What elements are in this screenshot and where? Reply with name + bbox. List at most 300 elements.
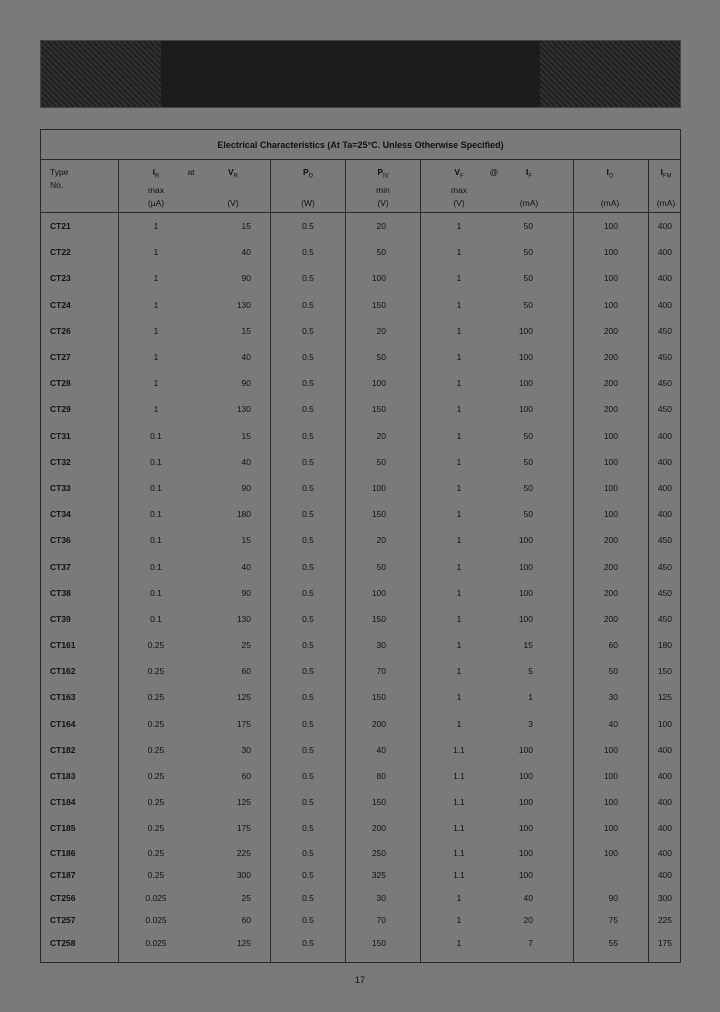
cell-piv: 20	[376, 535, 386, 546]
table-row	[41, 842, 680, 865]
cell-vr: 15	[241, 325, 251, 336]
cell-if: 50	[523, 247, 533, 258]
cell-io: 50	[608, 666, 618, 677]
cell-ir: 0.25	[147, 771, 165, 782]
cell-ifm: 400	[657, 823, 672, 834]
cell-vr: 15	[241, 535, 251, 546]
cell-vf: 1	[456, 561, 462, 572]
cell-ifm: 450	[657, 561, 672, 572]
header-ir: $I_R$ max (µA)	[147, 167, 165, 208]
cell-ir: 0.25	[147, 870, 165, 881]
cell-if: 100	[518, 561, 533, 572]
header-banner	[40, 40, 681, 108]
cell-io: 100	[603, 482, 618, 493]
cell-vr: 25	[241, 640, 251, 651]
cell-if: 100	[518, 870, 533, 881]
table-row	[41, 737, 680, 763]
cell-pd: 0.5	[302, 561, 314, 572]
table-row	[41, 265, 680, 291]
cell-type: CT184	[50, 797, 76, 808]
cell-vf: 1	[456, 404, 462, 415]
cell-vr: 90	[241, 378, 251, 389]
cell-pd: 0.5	[302, 692, 314, 703]
cell-vf: 1	[456, 299, 462, 310]
cell-ir: 0.25	[147, 692, 165, 703]
cell-ir: 0.25	[147, 797, 165, 808]
cell-piv: 30	[376, 640, 386, 651]
cell-vf: 1	[456, 587, 462, 598]
cell-vr: 30	[241, 744, 251, 755]
cell-piv: 20	[376, 430, 386, 441]
cell-io: 100	[603, 456, 618, 467]
cell-if: 100	[518, 378, 533, 389]
cell-vr: 125	[236, 937, 251, 948]
cell-piv: 70	[376, 666, 386, 677]
cell-if: 1	[528, 692, 533, 703]
cell-ifm: 450	[657, 404, 672, 415]
cell-ir: 0.1	[150, 561, 162, 572]
cell-piv: 325	[371, 870, 386, 881]
cell-pd: 0.5	[302, 273, 314, 284]
cell-io: 100	[603, 823, 618, 834]
cell-vf: 1	[456, 937, 462, 948]
cell-type: CT32	[50, 456, 71, 467]
cell-io: 60	[608, 640, 618, 651]
cell-ir: 0.1	[150, 535, 162, 546]
cell-ir: 0.25	[147, 744, 165, 755]
cell-if: 100	[518, 797, 533, 808]
header-if: $I_F$ (mA)	[519, 167, 539, 208]
table-row	[41, 449, 680, 475]
cell-pd: 0.5	[302, 535, 314, 546]
cell-vr: 60	[241, 915, 251, 926]
cell-if: 50	[523, 430, 533, 441]
cell-vr: 90	[241, 273, 251, 284]
cell-ifm: 180	[657, 640, 672, 651]
cell-pd: 0.5	[302, 870, 314, 881]
cell-piv: 200	[371, 718, 386, 729]
table-row	[41, 370, 680, 396]
cell-type: CT29	[50, 404, 71, 415]
cell-type: CT21	[50, 221, 71, 232]
table-row	[41, 711, 680, 737]
cell-type: CT26	[50, 325, 71, 336]
cell-io: 200	[603, 404, 618, 415]
cell-vf: 1	[456, 915, 462, 926]
cell-type: CT28	[50, 378, 71, 389]
cell-vr: 15	[241, 430, 251, 441]
cell-ir: 0.1	[150, 456, 162, 467]
cell-io: 75	[608, 915, 618, 926]
header-pd: $P_D$ (W)	[301, 167, 315, 208]
cell-vr: 225	[236, 847, 251, 858]
table-row	[41, 239, 680, 265]
cell-piv: 50	[376, 561, 386, 572]
cell-ifm: 400	[657, 509, 672, 520]
cell-type: CT258	[50, 937, 76, 948]
table-title: Electrical Characteristics (At Ta=25°C. Unless Otherwise Specified)	[41, 130, 680, 160]
table-row	[41, 501, 680, 527]
cell-pd: 0.5	[302, 797, 314, 808]
cell-io: 100	[603, 744, 618, 755]
cell-piv: 30	[376, 892, 386, 903]
cell-pd: 0.5	[302, 325, 314, 336]
cell-pd: 0.5	[302, 456, 314, 467]
header-ifm: $I_{FM}$ (mA)	[656, 167, 676, 208]
cell-io: 40	[608, 718, 618, 729]
cell-type: CT182	[50, 744, 76, 755]
cell-type: CT185	[50, 823, 76, 834]
cell-pd: 0.5	[302, 771, 314, 782]
cell-piv: 20	[376, 325, 386, 336]
cell-if: 50	[523, 221, 533, 232]
cell-ir: 0.25	[147, 847, 165, 858]
table-row	[41, 658, 680, 684]
cell-pd: 0.5	[302, 613, 314, 624]
cell-piv: 150	[371, 692, 386, 703]
cell-pd: 0.5	[302, 587, 314, 598]
cell-vf: 1	[456, 273, 462, 284]
table-row	[41, 815, 680, 841]
cell-pd: 0.5	[302, 221, 314, 232]
cell-pd: 0.5	[302, 823, 314, 834]
cell-io: 100	[603, 509, 618, 520]
cell-piv: 50	[376, 247, 386, 258]
cell-vf: 1	[456, 613, 462, 624]
cell-pd: 0.5	[302, 299, 314, 310]
table-row	[41, 932, 680, 955]
cell-piv: 100	[371, 587, 386, 598]
cell-ifm: 400	[657, 847, 672, 858]
table-row	[41, 864, 680, 887]
cell-type: CT27	[50, 352, 71, 363]
table-row	[41, 789, 680, 815]
cell-type: CT256	[50, 892, 76, 903]
cell-pd: 0.5	[302, 430, 314, 441]
banner-texture-left	[41, 41, 161, 107]
cell-piv: 70	[376, 915, 386, 926]
cell-ir: 0.1	[150, 509, 162, 520]
cell-vf: 1	[456, 666, 462, 677]
cell-type: CT31	[50, 430, 71, 441]
cell-ifm: 450	[657, 613, 672, 624]
table-row	[41, 632, 680, 658]
cell-io: 30	[608, 692, 618, 703]
cell-io: 90	[608, 892, 618, 903]
cell-type: CT24	[50, 299, 71, 310]
cell-ifm: 450	[657, 587, 672, 598]
cell-pd: 0.5	[302, 378, 314, 389]
cell-vf: 1	[456, 640, 462, 651]
cell-piv: 150	[371, 299, 386, 310]
cell-vf: 1	[456, 221, 462, 232]
cell-io: 100	[603, 847, 618, 858]
cell-pd: 0.5	[302, 404, 314, 415]
cell-io: 200	[603, 378, 618, 389]
cell-io: 55	[608, 937, 618, 948]
cell-vr: 130	[236, 404, 251, 415]
cell-if: 50	[523, 509, 533, 520]
cell-ifm: 400	[657, 797, 672, 808]
cell-vr: 300	[236, 870, 251, 881]
cell-ifm: 225	[657, 915, 672, 926]
cell-pd: 0.5	[302, 352, 314, 363]
cell-ifm: 450	[657, 378, 672, 389]
cell-ir: 0.025	[145, 915, 167, 926]
cell-if: 7	[528, 937, 533, 948]
table-row	[41, 475, 680, 501]
cell-type: CT38	[50, 587, 71, 598]
cell-vr: 90	[241, 587, 251, 598]
cell-piv: 200	[371, 823, 386, 834]
cell-vf: 1	[456, 482, 462, 493]
cell-if: 3	[528, 718, 533, 729]
cell-pd: 0.5	[302, 892, 314, 903]
cell-type: CT34	[50, 509, 71, 520]
electrical-characteristics-table	[40, 129, 681, 963]
table-row	[41, 909, 680, 932]
cell-io: 100	[603, 273, 618, 284]
table-row	[41, 344, 680, 370]
cell-vf: 1.1	[453, 797, 465, 808]
cell-vr: 40	[241, 456, 251, 467]
header-vr: $V_R$ (V)	[227, 167, 239, 208]
cell-if: 100	[518, 352, 533, 363]
table-body	[41, 213, 680, 954]
table-row	[41, 580, 680, 606]
cell-if: 50	[523, 482, 533, 493]
table-row	[41, 292, 680, 318]
cell-ifm: 400	[657, 771, 672, 782]
cell-piv: 150	[371, 937, 386, 948]
cell-ir: 1	[153, 273, 159, 284]
cell-pd: 0.5	[302, 640, 314, 651]
cell-if: 100	[518, 325, 533, 336]
cell-io: 100	[603, 221, 618, 232]
cell-vr: 125	[236, 797, 251, 808]
cell-vr: 125	[236, 692, 251, 703]
cell-ir: 0.25	[147, 666, 165, 677]
cell-pd: 0.5	[302, 666, 314, 677]
header-at: at	[187, 167, 195, 177]
cell-ifm: 400	[657, 456, 672, 467]
cell-io: 100	[603, 797, 618, 808]
cell-ifm: 400	[657, 299, 672, 310]
table-row	[41, 213, 680, 239]
cell-type: CT162	[50, 666, 76, 677]
header-piv: $P_{IV}$ min (V)	[376, 167, 390, 208]
header-at-symbol: @	[489, 167, 499, 177]
cell-vf: 1	[456, 456, 462, 467]
cell-vf: 1.1	[453, 847, 465, 858]
cell-vr: 175	[236, 718, 251, 729]
cell-type: CT33	[50, 482, 71, 493]
cell-ifm: 100	[657, 718, 672, 729]
cell-if: 100	[518, 535, 533, 546]
table-row	[41, 527, 680, 553]
cell-vr: 130	[236, 299, 251, 310]
cell-pd: 0.5	[302, 509, 314, 520]
cell-type: CT163	[50, 692, 76, 703]
cell-vr: 60	[241, 666, 251, 677]
cell-ifm: 300	[657, 892, 672, 903]
cell-piv: 150	[371, 404, 386, 415]
cell-pd: 0.5	[302, 915, 314, 926]
cell-vf: 1	[456, 718, 462, 729]
cell-vf: 1.1	[453, 771, 465, 782]
cell-ir: 0.1	[150, 430, 162, 441]
cell-io: 100	[603, 299, 618, 310]
cell-ir: 1	[153, 352, 159, 363]
cell-ifm: 400	[657, 744, 672, 755]
table-row	[41, 396, 680, 422]
cell-piv: 50	[376, 352, 386, 363]
cell-vr: 175	[236, 823, 251, 834]
cell-if: 100	[518, 823, 533, 834]
cell-pd: 0.5	[302, 744, 314, 755]
cell-vr: 40	[241, 561, 251, 572]
cell-vf: 1.1	[453, 870, 465, 881]
cell-piv: 100	[371, 482, 386, 493]
cell-piv: 150	[371, 613, 386, 624]
cell-ir: 0.025	[145, 892, 167, 903]
cell-vr: 25	[241, 892, 251, 903]
cell-pd: 0.5	[302, 937, 314, 948]
cell-ir: 1	[153, 247, 159, 258]
table-row	[41, 684, 680, 710]
cell-type: CT187	[50, 870, 76, 881]
cell-vf: 1	[456, 430, 462, 441]
cell-ir: 0.1	[150, 587, 162, 598]
cell-type: CT183	[50, 771, 76, 782]
cell-io: 200	[603, 352, 618, 363]
cell-ir: 1	[153, 325, 159, 336]
table-row	[41, 763, 680, 789]
cell-io: 100	[603, 430, 618, 441]
cell-ir: 0.25	[147, 640, 165, 651]
cell-ifm: 400	[657, 273, 672, 284]
cell-vf: 1	[456, 892, 462, 903]
cell-ir: 0.25	[147, 823, 165, 834]
header-io: $I_O$ (mA)	[600, 167, 620, 208]
cell-ifm: 400	[657, 482, 672, 493]
cell-type: CT36	[50, 535, 71, 546]
cell-ifm: 450	[657, 535, 672, 546]
cell-io: 200	[603, 535, 618, 546]
cell-vf: 1	[456, 325, 462, 336]
cell-vf: 1	[456, 509, 462, 520]
cell-ifm: 175	[657, 937, 672, 948]
table-row	[41, 553, 680, 579]
cell-type: CT164	[50, 718, 76, 729]
cell-vr: 90	[241, 482, 251, 493]
cell-piv: 150	[371, 797, 386, 808]
cell-if: 100	[518, 404, 533, 415]
cell-piv: 20	[376, 221, 386, 232]
cell-if: 100	[518, 847, 533, 858]
cell-if: 50	[523, 456, 533, 467]
cell-if: 100	[518, 771, 533, 782]
cell-io: 200	[603, 587, 618, 598]
cell-piv: 40	[376, 744, 386, 755]
cell-ir: 1	[153, 221, 159, 232]
cell-ir: 1	[153, 378, 159, 389]
cell-vr: 130	[236, 613, 251, 624]
cell-vf: 1	[456, 535, 462, 546]
banner-texture-right	[540, 41, 680, 107]
cell-ifm: 400	[657, 247, 672, 258]
cell-io: 100	[603, 771, 618, 782]
cell-vf: 1.1	[453, 823, 465, 834]
cell-io: 200	[603, 613, 618, 624]
cell-pd: 0.5	[302, 247, 314, 258]
cell-vf: 1	[456, 378, 462, 389]
cell-io: 100	[603, 247, 618, 258]
cell-piv: 80	[376, 771, 386, 782]
cell-pd: 0.5	[302, 482, 314, 493]
cell-if: 20	[523, 915, 533, 926]
cell-piv: 50	[376, 456, 386, 467]
table-row	[41, 606, 680, 632]
cell-ir: 0.1	[150, 482, 162, 493]
cell-vr: 40	[241, 352, 251, 363]
cell-type: CT257	[50, 915, 76, 926]
cell-vf: 1	[456, 352, 462, 363]
cell-vf: 1	[456, 247, 462, 258]
cell-vf: 1.1	[453, 744, 465, 755]
cell-vr: 40	[241, 247, 251, 258]
cell-type: CT39	[50, 613, 71, 624]
header-vf: $V_F$ max (V)	[450, 167, 468, 208]
cell-if: 50	[523, 299, 533, 310]
cell-piv: 150	[371, 509, 386, 520]
cell-ifm: 450	[657, 325, 672, 336]
cell-if: 100	[518, 744, 533, 755]
cell-ifm: 450	[657, 352, 672, 363]
cell-io: 200	[603, 325, 618, 336]
cell-type: CT161	[50, 640, 76, 651]
cell-type: CT37	[50, 561, 71, 572]
cell-if: 15	[523, 640, 533, 651]
cell-ir: 0.025	[145, 937, 167, 948]
cell-pd: 0.5	[302, 718, 314, 729]
cell-ir: 0.25	[147, 718, 165, 729]
cell-vr: 180	[236, 509, 251, 520]
cell-vf: 1	[456, 692, 462, 703]
cell-ifm: 150	[657, 666, 672, 677]
table-row	[41, 887, 680, 910]
cell-vr: 15	[241, 221, 251, 232]
table-row	[41, 423, 680, 449]
cell-pd: 0.5	[302, 847, 314, 858]
cell-ifm: 125	[657, 692, 672, 703]
page-number: 17	[354, 975, 365, 985]
cell-ifm: 400	[657, 870, 672, 881]
cell-vr: 60	[241, 771, 251, 782]
cell-type: CT23	[50, 273, 71, 284]
cell-ifm: 400	[657, 221, 672, 232]
cell-ir: 0.1	[150, 613, 162, 624]
cell-if: 100	[518, 587, 533, 598]
cell-if: 5	[528, 666, 533, 677]
cell-piv: 100	[371, 378, 386, 389]
cell-type: CT22	[50, 247, 71, 258]
cell-ir: 1	[153, 299, 159, 310]
cell-if: 40	[523, 892, 533, 903]
header-type: Type No.	[50, 167, 69, 190]
cell-type: CT186	[50, 847, 76, 858]
cell-ifm: 400	[657, 430, 672, 441]
